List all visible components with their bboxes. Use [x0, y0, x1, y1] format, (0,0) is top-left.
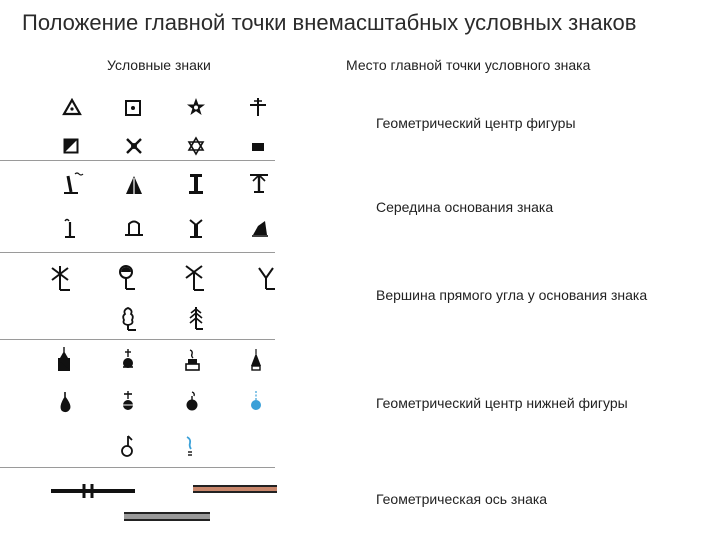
- spring-blue-icon: [248, 390, 264, 414]
- drop-icon: [56, 391, 74, 415]
- minaret-icon: [248, 348, 264, 372]
- filled-block-icon: [250, 141, 266, 153]
- half-filled-square-icon: [63, 138, 79, 154]
- page-title: Положение главной точки внемасштабных условных знаков: [22, 10, 637, 35]
- star-icon: [186, 97, 206, 117]
- conifer-icon: [186, 305, 206, 331]
- stand-post-icon: [60, 216, 80, 240]
- pipeline-icon: [193, 484, 277, 494]
- windmill-alt-icon: [183, 264, 207, 292]
- antenna-icon: [257, 266, 277, 292]
- row-description: Геометрический центр нижней фигуры: [376, 395, 628, 411]
- church-round-icon: [118, 390, 138, 414]
- railway-icon: [50, 482, 136, 500]
- row-description: Геометрическая ось знака: [376, 491, 548, 507]
- main-point-header: Место главной точки условного знака: [346, 57, 591, 73]
- row-divider: [0, 160, 275, 161]
- mine-cross-icon: [124, 136, 144, 156]
- benchmark-square-icon: [124, 99, 142, 117]
- black-chapel-icon: [54, 346, 74, 374]
- blue-hook-icon: [182, 434, 198, 458]
- symbols-header: Условные знаки: [107, 57, 211, 73]
- round-tree-icon: [118, 264, 138, 292]
- windmill-star-icon: [186, 136, 206, 156]
- cross-mark-icon: [248, 97, 268, 117]
- row-divider: [0, 467, 275, 468]
- bush-icon: [120, 306, 140, 332]
- water-tank-icon: [118, 434, 138, 458]
- triangulation-point-icon: [62, 98, 82, 116]
- church-filled-icon: [182, 390, 202, 414]
- row-description: Геометрический центр фигуры: [376, 115, 576, 131]
- monument-icon: [186, 172, 206, 196]
- church-cross-icon: [118, 348, 138, 372]
- triangle-tower-icon: [124, 174, 144, 196]
- rock-icon: [250, 218, 270, 238]
- tree-stump-icon: [186, 216, 206, 240]
- row-divider: [0, 339, 275, 340]
- row-description: Вершина прямого угла у основания знака: [376, 287, 648, 303]
- factory-chimney-icon: [62, 170, 86, 196]
- row-divider: [0, 252, 275, 253]
- windmill-icon: [50, 264, 72, 292]
- tower-cross-icon: [248, 171, 270, 195]
- row-description: Середина основания знака: [376, 199, 554, 215]
- mosque-icon: [182, 348, 202, 372]
- road-icon: [124, 511, 210, 523]
- gate-icon: [122, 218, 146, 238]
